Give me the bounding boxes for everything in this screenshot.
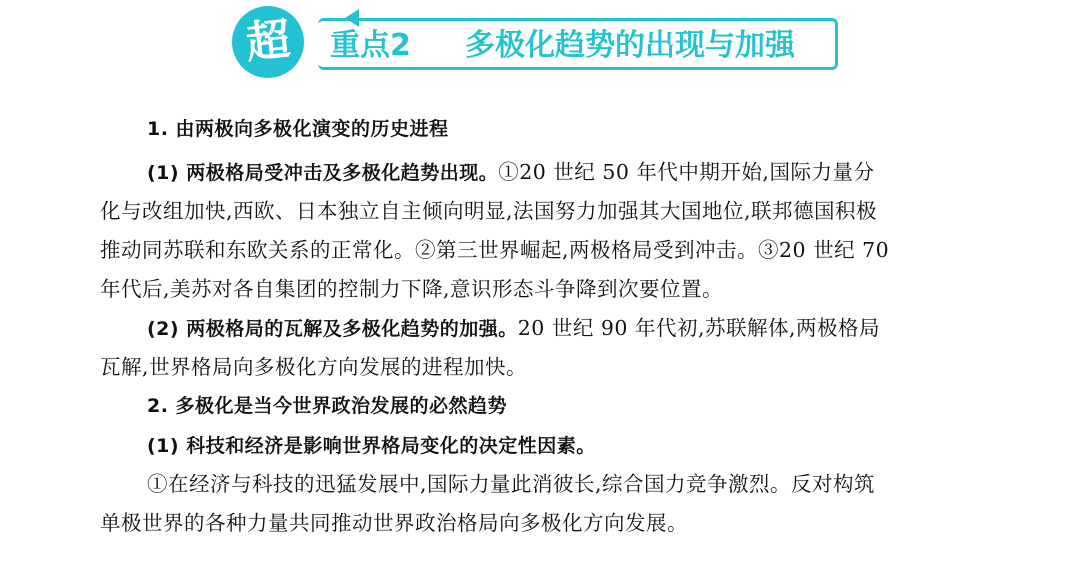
section1-heading: 1. 由两极向多极化演变的历史进程 (147, 118, 449, 140)
paragraph2-line1 (100, 309, 990, 348)
paragraph1-line3: 推动同苏联和东欧关系的正常化。②第三世界崛起,两极格局受到冲击。③20 世纪 70 (100, 238, 890, 262)
badge-icon (232, 6, 304, 78)
paragraph1-line1 (100, 153, 990, 192)
document-body (100, 110, 990, 543)
paragraph2-text: 20 世纪 90 年代初,苏联解体,两极格局 (517, 316, 880, 340)
section-title: 多极化趋势的出现与加强 (465, 28, 795, 63)
paragraph1-text: ①20 世纪 50 年代中期开始,国际力量分 (498, 160, 875, 184)
arrow-icon (345, 9, 359, 27)
key-point-label: 重点2 (330, 28, 411, 63)
paragraph3-line1 (100, 426, 990, 465)
paragraph3-lead: (1) 科技和经济是影响世界格局变化的决定性因素。 (147, 435, 596, 457)
paragraph2-line2: 瓦解,世界格局向多极化方向发展的进程加快。 (100, 355, 528, 379)
badge-char: 超 (243, 13, 293, 70)
paragraph4-line1: ①在经济与科技的迅猛发展中,国际力量此消彼长,综合国力竞争激烈。反对构筑 (147, 472, 876, 496)
paragraph2-lead: (2) 两极格局的瓦解及多极化趋势的加强。 (147, 318, 518, 340)
paragraph1-line2: 化与改组加快,西欧、日本独立自主倾向明显,法国努力加强其大国地位,联邦德国积极 (100, 199, 878, 223)
section2-heading: 2. 多极化是当今世界政治发展的必然趋势 (147, 395, 508, 417)
paragraph1-lead: (1) 两极格局受冲击及多极化趋势出现。 (147, 162, 499, 184)
section-header (0, 0, 1080, 90)
paragraph1-line4: 年代后,美苏对各自集团的控制力下降,意识形态斗争降到次要位置。 (100, 277, 724, 301)
paragraph4-line2: 单极世界的各种力量共同推动世界政治格局向多极化方向发展。 (100, 511, 688, 535)
